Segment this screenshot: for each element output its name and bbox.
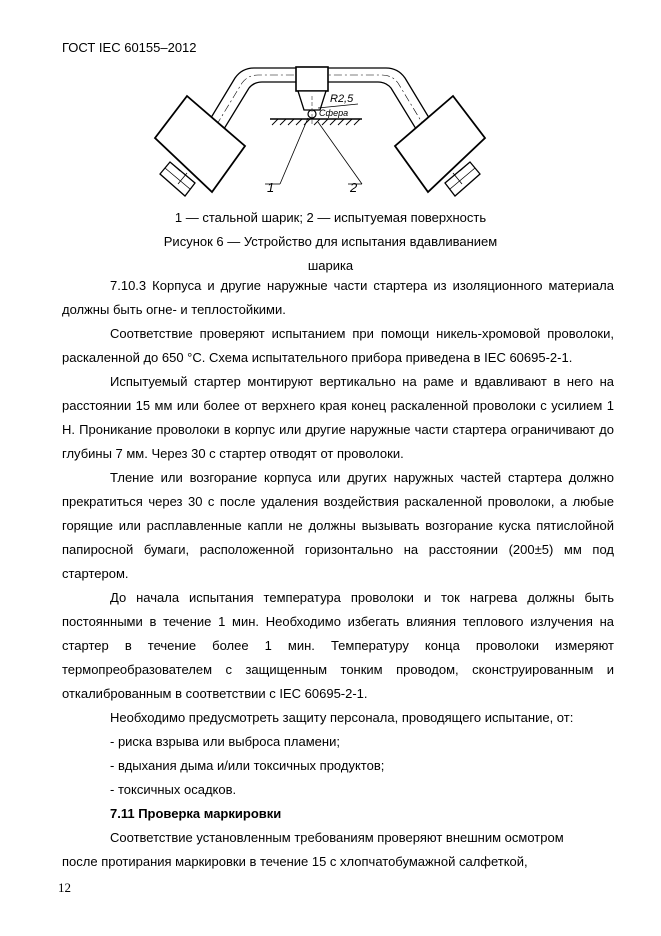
ball-pressure-apparatus-drawing	[150, 66, 490, 206]
paragraph: До начала испытания температура проволоки и ток нагрева должны быть постоянными в течение 1 мин. Необходимо избегать влияния теплового излучения на стартер в течение более 1 мин. Температуру конца проволоки измеряют термопреобразователем с защищенным тонким проводом, сконструированным и откалиброванным в соответствии с IEC 60695-2-1.	[62, 590, 614, 701]
figure-title: Рисунок 6 — Устройство для испытания вдавливанием	[163, 234, 498, 249]
callout-1: 1	[267, 180, 275, 195]
figure-title-continued: шарика	[307, 258, 354, 273]
paragraph: Тление или возгорание корпуса или других наружных частей стартера должно прекратиться через 30 с после удаления воздействия раскаленной проволоки, а любые горящие или расплавленные капли не должны вызывать возгорание куска пятислойной папиросной бумаги, расположенной горизонтально на расстоянии (200±5) мм под стартером.	[62, 470, 614, 581]
paragraph: Необходимо предусмотреть защиту персонала, проводящего испытание, от:	[110, 710, 574, 725]
list-item: - риска взрыва или выброса пламени;	[110, 734, 340, 749]
document-body	[62, 274, 614, 874]
ball-pressure-figure	[150, 66, 490, 206]
list-item: - токсичных осадков.	[110, 782, 237, 797]
paragraph: Соответствие проверяют испытанием при помощи никель-хромовой проволоки, раскаленной до 650 °С. Схема испытательного прибора приведена в IEC 60695-2-1.	[62, 326, 614, 365]
callout-2: 2	[350, 180, 358, 195]
list-item: - вдыхания дыма и/или токсичных продуктов;	[110, 758, 385, 773]
paragraph: Испытуемый стартер монтируют вертикально на раме и вдавливают в него на расстоянии 15 мм или более от верхнего края конец раскаленной проволоки с усилием 1 Н. Проникание проволоки в корпус или другие наружные части стартера ограничивают до глубины 7 мм. Через 30 с стартер отводят от проволоки.	[62, 374, 614, 461]
section-heading-7-11: 7.11 Проверка маркировки	[110, 806, 282, 821]
paragraph-7-10-3: 7.10.3 Корпуса и другие наружные части стартера из изоляционного материала должны быть огне- и теплостойкими.	[62, 278, 614, 317]
document-header: ГОСТ IEC 60155–2012	[62, 40, 197, 55]
paragraph-line: Соответствие установленным требованиям проверяют внешним осмотром	[110, 830, 564, 845]
sphere-label: Сфера	[319, 108, 349, 118]
page-number: 12	[58, 880, 71, 895]
paragraph-line: после протирания маркировки в течение 15 с хлопчатобумажной салфеткой,	[62, 854, 528, 869]
figure-legend: 1 — стальной шарик; 2 — испытуемая поверхность	[174, 210, 487, 225]
radius-label: R2,5	[330, 93, 354, 105]
